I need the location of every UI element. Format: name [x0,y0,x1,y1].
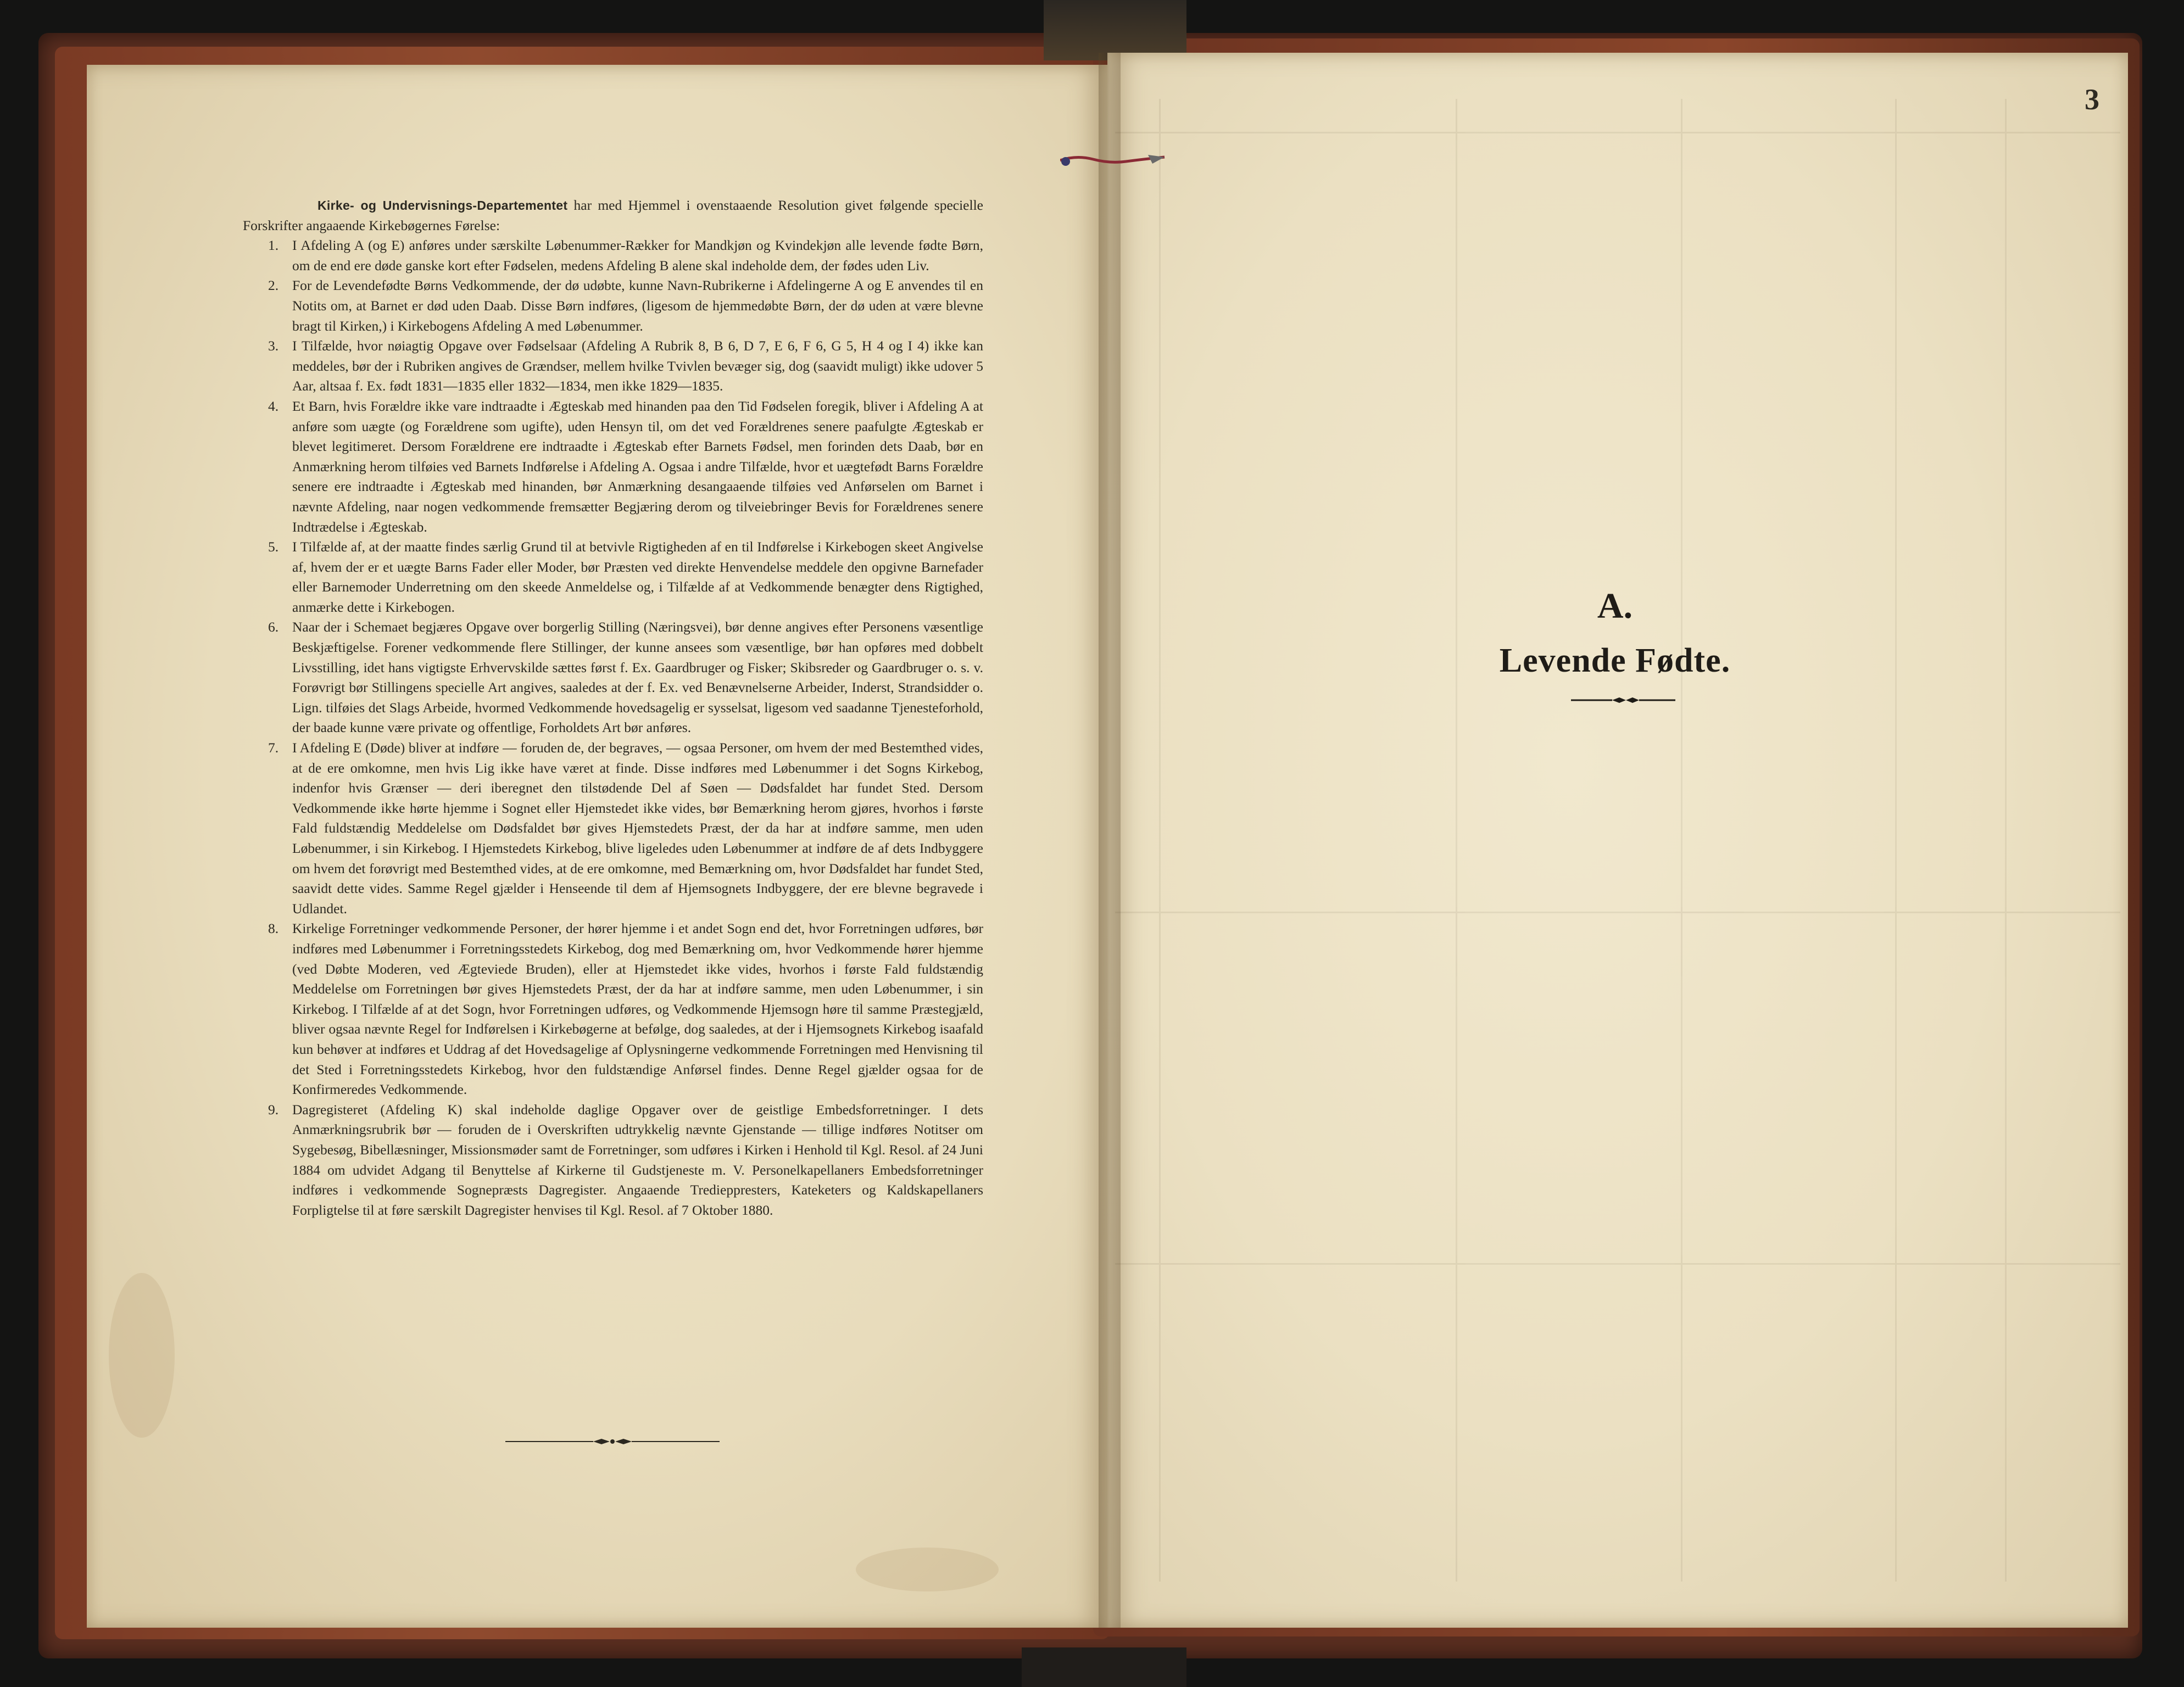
page-number: 3 [2085,83,2099,116]
rule-number: 7. [268,740,279,756]
rule-item [243,276,983,336]
section-letter: A. [1597,586,1633,626]
intro-paragraph [243,195,983,236]
rule-item [243,236,983,276]
bleed-through-grid [1115,99,2120,1582]
rule-text: Dagregisteret (Afdeling K) skal indeholde daglige Opgaver over de geistlige Embedsforretninger. I dets Anmærkningsrubrik bør — foruden de i Overskriften udtrykkelig nævnte Gjenstande — tillige indføres Notitser om Sygebesøg, Bibellæsninger, Missionsmøder samt de Forretninger, som udføres i Kirken i Henhold til Kgl. Resol. af 24 Juni 1884 om udvidet Adgang til Benyttelse af Kirkerne til Gudstjeneste m. V. Personelkapellaners Embedsforretninger indføres i vedkommende Sognepræsts Dagregister. Angaaende Tredieppresters, Kateketers og Kaldskapellaners Forpligtelse til at føre særskilt Dagregister henvises til Kgl. Resol. af 7 Oktober 1880. [292,1101,983,1218]
rule-text: I Tilfælde af, at der maatte findes særlig Grund til at betvivle Rigtigheden af en til Indførelse i Kirkebogen skeet Angivelse af, hvem der er et uægte Barns Fader eller Moder, bør Præsten ved direkte Henvendelse meddele den opgivne Barnefader eller Barnemoder Underretning om den skeede Anmeldelse og, i Tilfælde af at Vedkommende benægter dens Rigtighed, anmærke dette i Kirkebogen. [292,539,983,615]
rules-list [243,236,983,1220]
rule-item [243,738,983,919]
rule-number: 4. [268,398,279,414]
intro-text: har med Hjemmel i ovenstaaende Resolution givet følgende specielle Forskrifter angaaende Kirkebøgernes Førelse: [243,197,983,233]
paper-stain [109,1273,175,1438]
rule-item [243,1100,983,1221]
rule-item [243,396,983,537]
regulations-text [243,195,983,1220]
rule-number: 1. [268,237,279,254]
rule-number: 3. [268,338,279,354]
rule-text: I Afdeling A (og E) anføres under særskilte Løbenummer-Rækker for Mandkjøn og Kvindekjøn alle levende fødte Børn, om de end ere døde ganske kort efter Fødselen, medens Afdeling B alene skal indeholde dem, der fødes uden Liv. [292,237,983,273]
rule-item [243,336,983,396]
rule-item [243,617,983,738]
rule-text: Kirkelige Forretninger vedkommende Personer, der hører hjemme i et andet Sogn end det, hvor Forretningen udføres, bør indføres med Løbenummer i Forretningsstedets Kirkebog, dog med Bemærkning om, hvor Vedkommende hører hjemme (ved Døbte Moderen, ved Ægteviede Bruden), eller at Hjemstedet ikke vides, hvorhos i første Fald fuldstændig Meddelelse om Forretningen bør gives Hjemstedets Præst, der da har at indføre samme, men uden Løbenummer, i sin Kirkebog. I Tilfælde af at det Sogn, hvor Forretningen udføres, og Vedkommende Hjemsogn høre til samme Præstegjæld, bliver ogsaa nævnte Regel for Indførelsen i Kirkebøgerne at befølge, dog saaledes, at der i Hjemsognets Kirkebog isaafald kun behøver at indføres et Uddrag af det Hovedsagelige af Oplysningerne vedkommende Forretningen med Henvisning til det Sted i Forretningsstedets Kirkebog, hvor den fuldstændige Anførsel findes. Denne Regel gjælder ogsaa for de Konfirmeredes Vedkommende. [292,920,983,1098]
rule-text: Et Barn, hvis Forældre ikke vare indtraadte i Ægteskab med hinanden paa den Tid Fødselen foregik, bliver i Afdeling A at anføre som uægte (og Forældrene som ugifte), uden Hensyn til, om det ved Forældrenes senere paafulgte Ægteskab er blevet legitimeret. Dersom Forældrene ere indtraadte i Ægteskab efter Barnets Fødsel, men forinden dets Daab, bør en Anmærkning herom tilføies ved Barnets Indførelse i Afdeling A. Ogsaa i andre Tilfælde, hvor et uægtefødt Barns Forældre senere ere indtraadte i Ægteskab med hinanden, bør Anmærkning desangaaende tilføies ved Anførselen om Barnet i nævnte Afdeling, naar nogen vedkommende fremsætter Begjæring derom og tilveiebringer Bevis for Forældrenes senere Indtrædelse i Ægteskab. [292,398,983,535]
section-title: Levende Fødte. [1499,642,1731,679]
rule-number: 6. [268,619,279,635]
department-name: Kirke- og Undervisnings-Departementet [317,198,568,213]
end-ornament-rule [505,1438,720,1445]
rule-text: I Tilfælde, hvor nøiagtig Opgave over Fødselsaar (Afdeling A Rubrik 8, B 6, D 7, E 6, F 6, G 5, H 4 og I 4) ikke kan meddeles, bør der i Rubriken angives de Grændser, mellem hvilke Tvivlen bevæger sig, dog (saavidt muligt) ikke udover 5 Aar, altsaa f. Ex. født 1831—1835 eller 1832—1834, men ikke 1829—1835. [292,338,983,394]
rule-text: Naar der i Schemaet begjæres Opgave over borgerlig Stilling (Næringsvei), bør denne angives efter Personens væsentlige Beskjæftigelse. Forener vedkommende flere Stillinger, der kunne ansees som væsentlige, bør han opføres med dobbelt Livsstilling, idet hans vigtigste Erhvervskilde sættes først f. Ex. Gaardbruger og Fisker; Skibsreder og Gaardbruger o. s. v. Forøvrigt bør Stillingens specielle Art angives, saaledes at der f. Ex. ved Benævnelserne Arbeider, Inderst, Strandsidder o. Lign. tilføies det Slags Arbeide, hvormed Vedkommende hovedsagelig er sysselsat, ligesom ved saadanne Tjenesteforhold, der baade kunne være private og offentlige, Forholdets Art bør anføres. [292,619,983,736]
spine-clip-top [1044,0,1186,60]
rule-text: For de Levendefødte Børns Vedkommende, der dø udøbte, kunne Navn-Rubrikerne i Afdelingerne A og E anvendes til en Notits om, at Barnet er død uden Daab. Disse Børn indføres, (ligesom de hjemmedøbte Børn, der dø uden at være blevne bragt til Kirken,) i Kirkebogens Afdeling A med Løbenummer. [292,277,983,334]
rule-number: 2. [268,277,279,294]
spine-clip-bottom [1022,1647,1186,1687]
rule-number: 9. [268,1101,279,1118]
rule-item [243,537,983,617]
rule-number: 8. [268,920,279,937]
heading-ornament-rule [1571,696,1675,704]
rule-number: 5. [268,539,279,555]
binding-string [1060,149,1170,171]
paper-stain [856,1548,999,1591]
rule-text: I Afdeling E (Døde) bliver at indføre — foruden de, der begraves, — ogsaa Personer, om hvem der med Bestemthed vides, at de ere omkomne, men hvis Lig ikke have været at finde. Disse indføres med Løbenummer i det Sogns Kirkebog, indenfor hvis Grænser — deri iberegnet den tilstødende Del af Søen — Dødsfaldet har fundet Sted. Dersom Vedkommende ikke hørte hjemme i Sognet eller Hjemstedet ikke vides, bør Bemærkning herom gjøres, hvorhos i første Fald fuldstændig Meddelelse om Dødsfaldet bør gives Hjemstedets Præst, der da har at indføre samme, men uden Løbenummer, i sin Kirkebog. I Hjemstedets Kirkebog, blive ligeledes uden Løbenummer at indføre de af dets Indbyggere om hvem det forøvrigt med Bestemthed vides, at de ere omkomne, med Bemærkning om, hvor Dødsfaldet har fundet Sted, saavidt dette vides. Samme Regel gjælder i Henseende til dem af Hjemsognets Indbyggere, der ere blevne begravede i Udlandet. [292,740,983,917]
rule-item [243,919,983,1099]
